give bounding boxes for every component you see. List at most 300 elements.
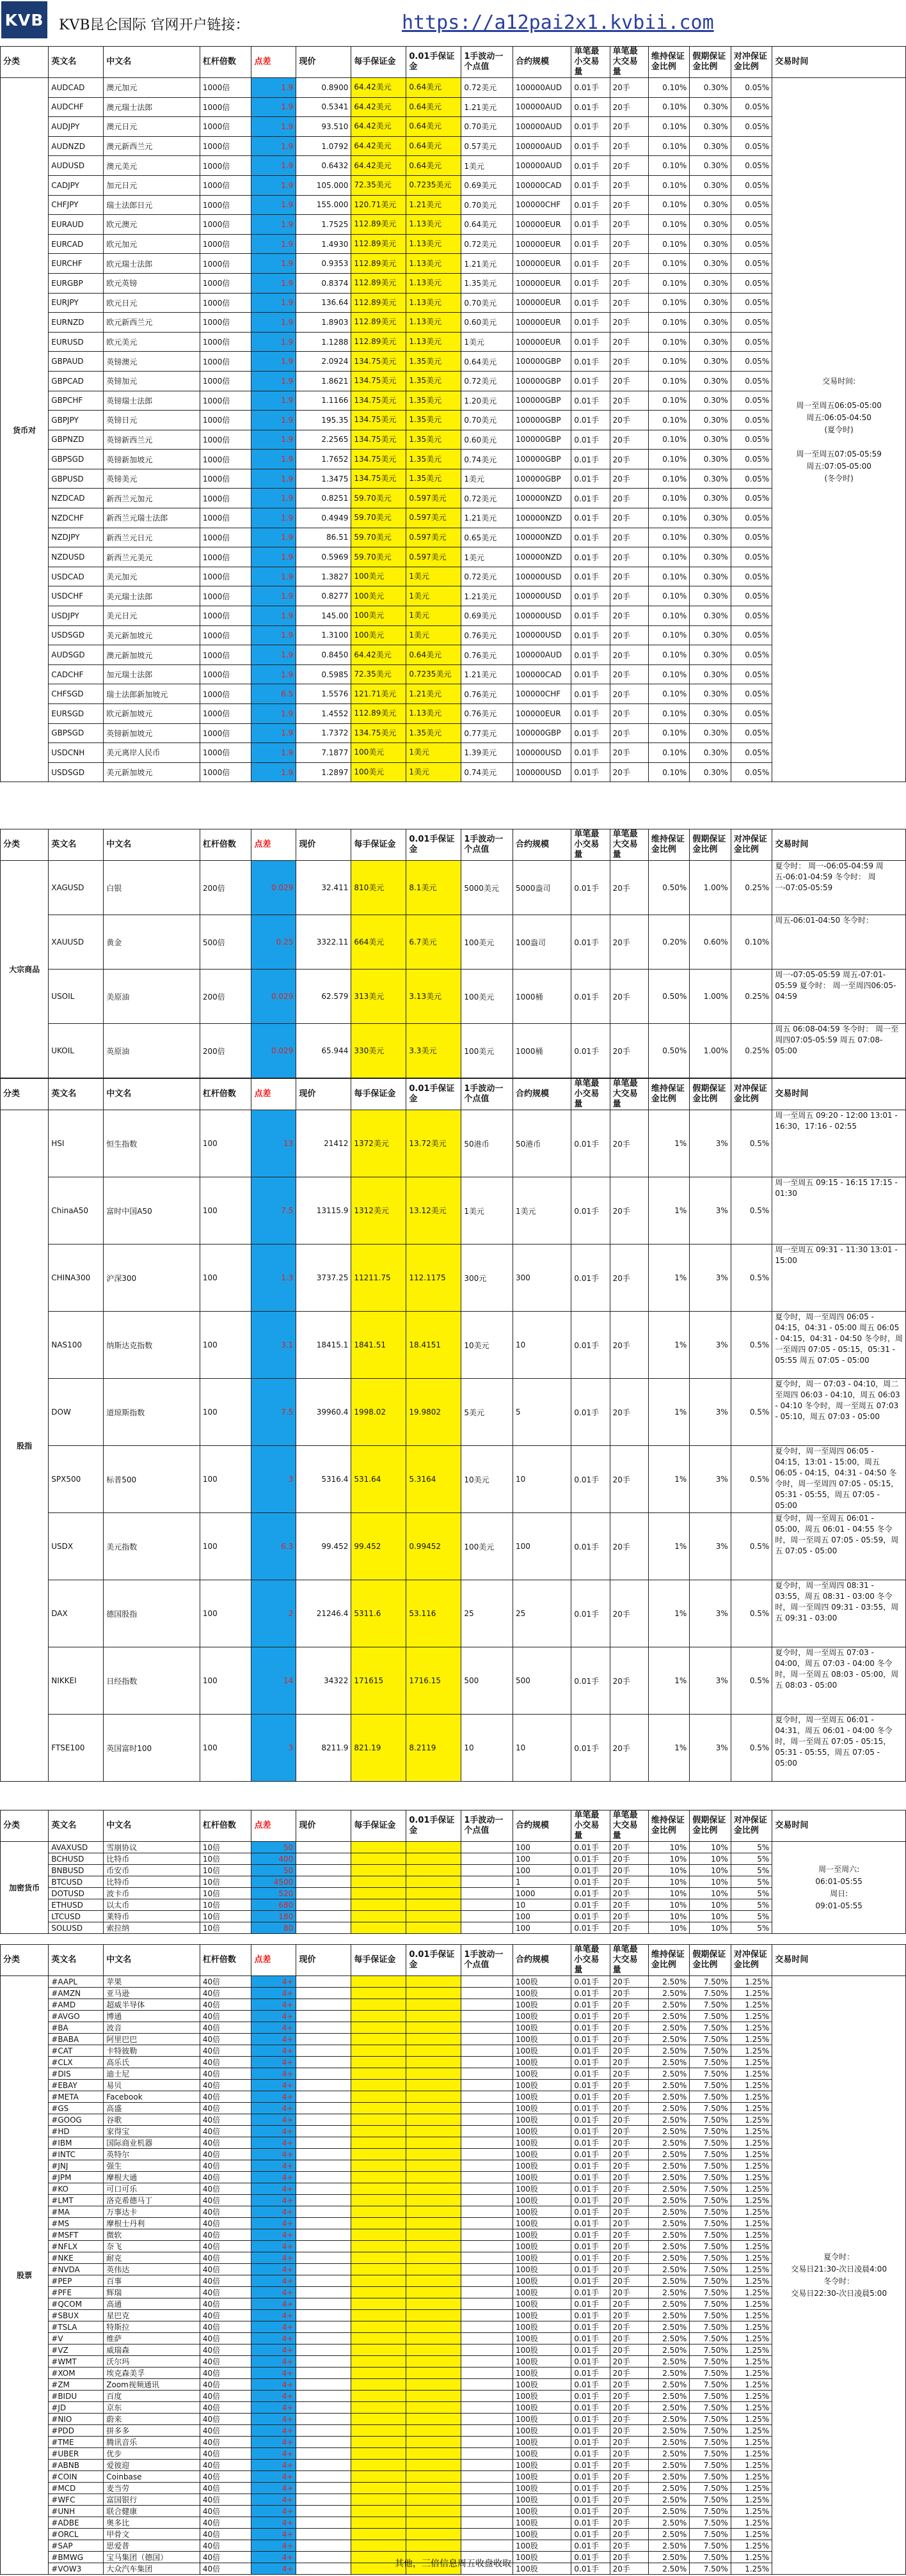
cell: 100 (513, 1922, 571, 1934)
cell: 1% (648, 1446, 690, 1513)
table-row (1, 352, 906, 372)
table-row (1, 117, 906, 137)
cell: 瑞士法郎日元 (104, 195, 200, 215)
cell: 7.5 (251, 1379, 296, 1446)
cell (406, 2344, 461, 2356)
cell (461, 2275, 513, 2287)
cell: 0.30% (690, 215, 731, 235)
cell: 0.05% (731, 215, 772, 235)
cell: 100股 (513, 1988, 571, 1999)
cell: 1000倍 (200, 528, 251, 547)
cell: 0.01手 (571, 2114, 610, 2126)
cell: 1% (648, 1580, 690, 1647)
cell: 1.35美元 (406, 352, 461, 372)
cell: 0.01手 (571, 1922, 610, 1934)
cell: 1.25% (731, 2540, 772, 2552)
cell (461, 2229, 513, 2241)
table-row (1, 2368, 906, 2379)
cell: 1.25% (731, 1988, 772, 1999)
table-row (1, 391, 906, 411)
cell: 2.50% (648, 2379, 690, 2391)
cell: 1.9 (251, 78, 296, 98)
cell: 100美元 (351, 586, 406, 606)
cell: 20手 (610, 2402, 648, 2414)
cell: 富国银行 (104, 2494, 200, 2506)
cell: 2.50% (648, 2494, 690, 2506)
cell (351, 2080, 406, 2091)
cell: 0.30% (690, 391, 731, 411)
cell: 1.00% (690, 970, 731, 1024)
cell: 3% (690, 1647, 731, 1715)
cell: 7.50% (690, 2091, 731, 2103)
cell: 2.50% (648, 2402, 690, 2414)
cell: 2.50% (648, 2218, 690, 2229)
cell: AUDCHF (49, 97, 104, 117)
cell: 821.19 (351, 1715, 406, 1782)
cell: GBPAUD (49, 352, 104, 372)
cell: 0.01手 (571, 78, 610, 98)
cell: 7.50% (690, 1976, 731, 1988)
cell: 6.7美元 (406, 915, 461, 970)
cell (351, 2494, 406, 2506)
cell: 1.9 (251, 547, 296, 567)
cell: 4+ (251, 2552, 296, 2563)
cell: 0.10% (648, 293, 690, 313)
cell: 10% (690, 1865, 731, 1876)
cell: 1.13美元 (406, 704, 461, 724)
cell (296, 1899, 351, 1911)
cell: 100股 (513, 2229, 571, 2241)
column-header: 分类 (1, 1810, 49, 1842)
table-row (1, 2045, 906, 2057)
cell: 100股 (513, 2206, 571, 2218)
cell: AUDUSD (49, 156, 104, 176)
cell: 20手 (610, 2310, 648, 2321)
cell: 40倍 (200, 2160, 251, 2172)
cell: 100股 (513, 2068, 571, 2080)
table-row (1, 1312, 906, 1379)
cell: 0.05% (731, 684, 772, 704)
cell: 1.00% (690, 861, 731, 915)
cell: 0.01手 (571, 2195, 610, 2206)
cell: 0.01手 (571, 2391, 610, 2402)
cell: 10 (461, 1715, 513, 1782)
cell: 40倍 (200, 2195, 251, 2206)
cell: 0.30% (690, 313, 731, 333)
cell: 3.3美元 (406, 1024, 461, 1078)
cell: 0.01手 (571, 2448, 610, 2460)
cell: 1.25% (731, 2517, 772, 2529)
cell: 2.50% (648, 2160, 690, 2172)
cell: 520 (251, 1888, 296, 1899)
cell: 20手 (610, 215, 648, 235)
cell (461, 1899, 513, 1911)
cell: 2.50% (648, 2333, 690, 2344)
cell: 664美元 (351, 915, 406, 970)
cell: 维萨 (104, 2333, 200, 2344)
cell (406, 2183, 461, 2195)
table-row (1, 2172, 906, 2183)
cell: 美元新加坡元 (104, 625, 200, 645)
cell: 100000GBP (513, 411, 571, 430)
cell: 20手 (610, 762, 648, 782)
cell: 1372美元 (351, 1110, 406, 1177)
table-row (1, 195, 906, 215)
cell: 20手 (610, 2552, 648, 2563)
cell: 93.510 (296, 117, 351, 137)
cell (296, 2448, 351, 2460)
cell: 0.01手 (571, 1110, 610, 1177)
cell: 100 (200, 1446, 251, 1513)
cell: 1000倍 (200, 234, 251, 254)
cell: 4+ (251, 2310, 296, 2321)
cell: 2.50% (648, 1976, 690, 1988)
cell: 2.50% (648, 2080, 690, 2091)
cell: 20手 (610, 2506, 648, 2517)
cell: 100000GBP (513, 469, 571, 489)
header-row (1, 1945, 906, 1976)
cell: 0.01手 (571, 2310, 610, 2321)
cell: 0.5% (731, 1379, 772, 1446)
cell: 0.01手 (571, 1999, 610, 2011)
cell: 2.2565 (296, 430, 351, 450)
cell (351, 2229, 406, 2241)
cell (351, 2391, 406, 2402)
cell: 40倍 (200, 2275, 251, 2287)
cell: 2.50% (648, 2183, 690, 2195)
cell: 100股 (513, 2402, 571, 2414)
cell: 2.50% (648, 2414, 690, 2425)
cell: 7.50% (690, 2298, 731, 2310)
cell: 10% (648, 1899, 690, 1911)
cell: 0.30% (690, 175, 731, 195)
cell: 0.029 (251, 861, 296, 915)
cell: 100000EUR (513, 273, 571, 293)
cell: 1.25% (731, 2437, 772, 2448)
cell: 100股 (513, 2149, 571, 2160)
cell: 0.01手 (571, 1177, 610, 1245)
cell: 0.30% (690, 586, 731, 606)
table-row (1, 175, 906, 195)
cell: 7.50% (690, 2333, 731, 2344)
cell (351, 1865, 406, 1876)
cell: 40倍 (200, 2529, 251, 2540)
cell: 0.10% (648, 430, 690, 450)
cell: 0.05% (731, 293, 772, 313)
cell: 20手 (610, 2195, 648, 2206)
table-row (1, 1110, 906, 1177)
table-row (1, 547, 906, 567)
cell: 0.01手 (571, 2091, 610, 2103)
cell: #VZ (49, 2344, 104, 2356)
cell: NAS100 (49, 1312, 104, 1379)
cell: 1.9 (251, 411, 296, 430)
cell: 0.01手 (571, 2529, 610, 2540)
cell: 2.50% (648, 2563, 690, 2575)
cell: ETHUSD (49, 1899, 104, 1911)
cell: 1.9 (251, 508, 296, 528)
cell: 100股 (513, 2218, 571, 2229)
cell (296, 2183, 351, 2195)
cell (406, 2229, 461, 2241)
cell: 100000EUR (513, 313, 571, 333)
cell: 0.10% (648, 411, 690, 430)
cell: 1% (648, 1379, 690, 1446)
cell: 2.50% (648, 2241, 690, 2252)
cell (406, 2126, 461, 2137)
column-header: 点差 (251, 1079, 296, 1110)
cell: 20手 (610, 391, 648, 411)
cell (461, 2425, 513, 2437)
cell: 1000倍 (200, 625, 251, 645)
cell: 40倍 (200, 2241, 251, 2252)
cell: 100股 (513, 2563, 571, 2575)
cell: 澳元新加坡元 (104, 645, 200, 665)
cell (296, 2091, 351, 2103)
cell: 0.74美元 (461, 762, 513, 782)
cell: 20手 (610, 2045, 648, 2057)
cell: 20手 (610, 2483, 648, 2494)
cell: 3737.25 (296, 1245, 351, 1312)
cell: 0.5% (731, 1245, 772, 1312)
cell: 1.9 (251, 97, 296, 117)
cell (406, 2471, 461, 2483)
cell: 1.8903 (296, 313, 351, 333)
cell: 4+ (251, 2206, 296, 2218)
cell: 1.25% (731, 2414, 772, 2425)
cell: 1.3827 (296, 567, 351, 586)
cell: 1.9 (251, 450, 296, 469)
cell: 0.597美元 (406, 489, 461, 508)
cell (296, 2011, 351, 2022)
table-row (1, 1842, 906, 1853)
cell: 1.9 (251, 664, 296, 684)
column-header: 现价 (296, 829, 351, 861)
cell: #PEP (49, 2275, 104, 2287)
cell (461, 2414, 513, 2425)
cell: 0.01手 (571, 2149, 610, 2160)
cell: 1.25% (731, 2563, 772, 2575)
cell: 1000倍 (200, 273, 251, 293)
cell: NZDJPY (49, 528, 104, 547)
category-cell: 货币对 (1, 78, 49, 782)
column-header: 1手波动一个点值 (461, 829, 513, 861)
cell: 40倍 (200, 2563, 251, 2575)
cell: 1美元 (406, 606, 461, 626)
cell: 1.9 (251, 117, 296, 137)
table-row (1, 1865, 906, 1876)
table-row (1, 606, 906, 626)
cell: 0.01手 (571, 762, 610, 782)
cell: 0.05% (731, 547, 772, 567)
cell: 恒生指数 (104, 1110, 200, 1177)
cell: NZDCAD (49, 489, 104, 508)
table-row (1, 2344, 906, 2356)
table-row (1, 567, 906, 586)
cell: 100股 (513, 2126, 571, 2137)
cell: 100000GBP (513, 391, 571, 411)
cell: 0.01手 (571, 352, 610, 372)
cell: 1.21美元 (461, 586, 513, 606)
cell: 100美元 (351, 567, 406, 586)
cell: 40倍 (200, 1988, 251, 1999)
cell: 0.10% (648, 313, 690, 333)
cell (351, 2529, 406, 2540)
cell: 1.21美元 (461, 97, 513, 117)
cell (351, 1853, 406, 1865)
cell: 0.76美元 (461, 645, 513, 665)
cell: #TME (49, 2437, 104, 2448)
cell: #MCD (49, 2483, 104, 2494)
cell (351, 2126, 406, 2137)
cell: 0.10% (648, 743, 690, 763)
cell: 7.50% (690, 2506, 731, 2517)
cell: 1.25% (731, 2183, 772, 2195)
cell (461, 2287, 513, 2298)
cell: 100000AUD (513, 136, 571, 156)
cell (406, 1976, 461, 1988)
cell: 1.25% (731, 2080, 772, 2091)
cell: 7.50% (690, 2080, 731, 2091)
cell: 2.50% (648, 2506, 690, 2517)
cell: 道琼斯指数 (104, 1379, 200, 1446)
cell: 40倍 (200, 2460, 251, 2471)
cell: 0.01手 (571, 2264, 610, 2275)
cell (406, 2241, 461, 2252)
cell: 4+ (251, 1988, 296, 1999)
cell: 20手 (610, 2344, 648, 2356)
cell: 1.9 (251, 723, 296, 743)
cell: 澳元加元 (104, 78, 200, 98)
cell: 0.10% (648, 508, 690, 528)
cell: 7.50% (690, 2103, 731, 2114)
cell: 0.60美元 (461, 430, 513, 450)
cell: 1美元 (513, 1177, 571, 1245)
cell: 1000桶 (513, 1024, 571, 1078)
cell: 20手 (610, 2414, 648, 2425)
cell: 0.01手 (571, 645, 610, 665)
cell: 3 (251, 1715, 296, 1782)
cell: 阿里巴巴 (104, 2034, 200, 2045)
cell: 2.50% (648, 2137, 690, 2149)
cell: 0.5% (731, 1513, 772, 1580)
column-header: 英文名 (49, 1945, 104, 1976)
trading-time: 交易时间: 周一至周五06:05-05:00 周五:06:05-04:50 (夏令时) 周一至周五07:05-05:59 周五:07:05-05:00 (冬令时) (772, 78, 906, 782)
cell: 1000倍 (200, 489, 251, 508)
cell: 7.50% (690, 2402, 731, 2414)
table-row (1, 2126, 906, 2137)
cell: 英镑加元 (104, 371, 200, 391)
cell (296, 2206, 351, 2218)
cell: 1.9 (251, 254, 296, 274)
cell: 2.50% (648, 2529, 690, 2540)
cell (351, 2448, 406, 2460)
cell: 20手 (610, 1999, 648, 2011)
cell: 0.01手 (571, 469, 610, 489)
cell: #MA (49, 2206, 104, 2218)
cell: 500 (461, 1647, 513, 1715)
cell: 100000GBP (513, 371, 571, 391)
table-row (1, 586, 906, 606)
cell: 0.01手 (571, 1580, 610, 1647)
cell: 0.01手 (571, 1876, 610, 1888)
account-link[interactable]: https://a12pai2x1.kvbii.com (402, 12, 714, 34)
cell: 麦当劳 (104, 2483, 200, 2494)
cell: 34322 (296, 1647, 351, 1715)
column-header: 假期保证金比例 (690, 829, 731, 861)
cell (461, 1988, 513, 1999)
cell: 百事 (104, 2275, 200, 2287)
cell: 20手 (610, 156, 648, 176)
cell: 20手 (610, 313, 648, 333)
cell: 0.05% (731, 567, 772, 586)
cell: 7.50% (690, 2437, 731, 2448)
cell: EURUSD (49, 332, 104, 352)
cell: 1.35美元 (406, 723, 461, 743)
table-row (1, 1899, 906, 1911)
cell: 1.7652 (296, 450, 351, 469)
cell: 2.50% (648, 2437, 690, 2448)
cell: 0.01手 (571, 625, 610, 645)
cell (351, 1888, 406, 1899)
cell: 4+ (251, 2137, 296, 2149)
cell: 德国股指 (104, 1580, 200, 1647)
cell: 欧元新西兰元 (104, 313, 200, 333)
cell: 105.000 (296, 175, 351, 195)
cell: #WMT (49, 2356, 104, 2368)
cell: 0.9353 (296, 254, 351, 274)
cell (406, 2368, 461, 2379)
cell: 40倍 (200, 2080, 251, 2091)
cell: 0.10% (648, 273, 690, 293)
cell (461, 2045, 513, 2057)
cell: 8.2119 (406, 1715, 461, 1782)
cell: 0.01手 (571, 450, 610, 469)
cell: 奈飞 (104, 2241, 200, 2252)
cell: 4+ (251, 2126, 296, 2137)
cell (461, 2206, 513, 2218)
cell: 7.50% (690, 2068, 731, 2080)
cell: 1.9 (251, 567, 296, 586)
cell: 100 (200, 1245, 251, 1312)
cell: 20手 (610, 1312, 648, 1379)
cell: 7.5 (251, 1177, 296, 1245)
cell: 0.01手 (571, 704, 610, 724)
cell: 0.10% (648, 352, 690, 372)
commodities-table (0, 829, 906, 1078)
cell: 0.01手 (571, 1888, 610, 1899)
cell (406, 1911, 461, 1922)
cell: 美元日元 (104, 606, 200, 626)
cell: 0.01手 (571, 195, 610, 215)
cell: 100 (513, 1842, 571, 1853)
cell: 100股 (513, 2137, 571, 2149)
table-row (1, 2391, 906, 2402)
table-row (1, 2414, 906, 2425)
table-row (1, 2298, 906, 2310)
column-header: 英文名 (49, 1810, 104, 1842)
cell: 100股 (513, 2034, 571, 2045)
cell: 0.01手 (571, 175, 610, 195)
cell: 7.50% (690, 2229, 731, 2241)
cell: 20手 (610, 2252, 648, 2264)
table-row (1, 2080, 906, 2091)
cell: CADCHF (49, 664, 104, 684)
cell: 0.01手 (571, 1379, 610, 1446)
column-header: 合约规模 (513, 1945, 571, 1976)
cell (296, 2540, 351, 2552)
cell: 0.10% (648, 547, 690, 567)
